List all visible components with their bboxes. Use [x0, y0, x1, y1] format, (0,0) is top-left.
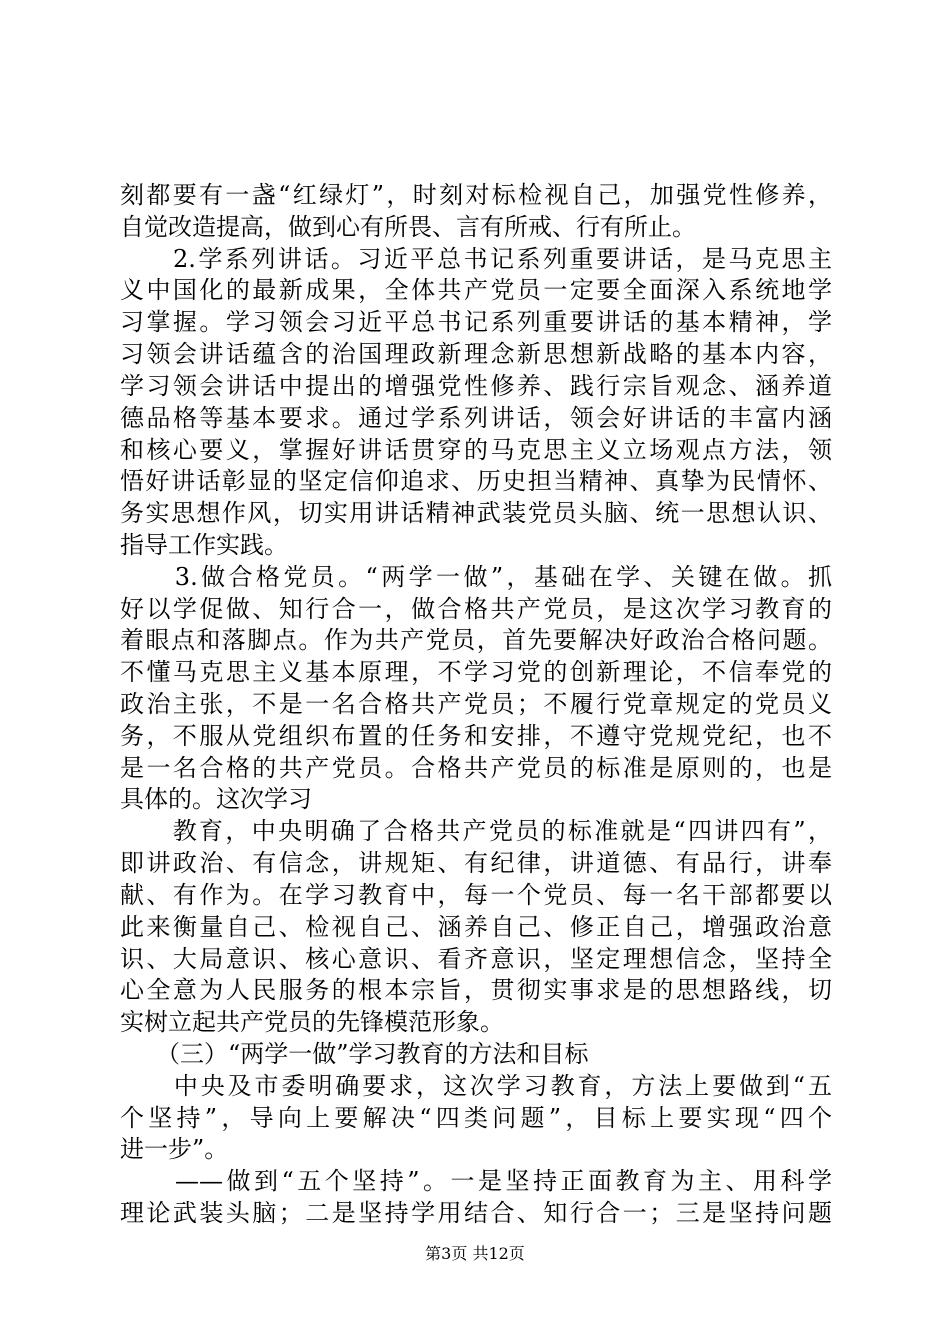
text-line-17: 政治主张，不是一名合格共产党员；不履行党章规定的党员义 [120, 690, 832, 718]
text-line-13: 3.做合格党员。“两学一做”，基础在学、关键在做。抓 [120, 563, 832, 591]
text-line-5: 习掌握。学习领会习近平总书记系列重要讲话的基本精神，学 [120, 308, 832, 336]
text-line-23: 献、有作为。在学习教育中，每一个党员、每一名干部都要以 [120, 881, 832, 909]
text-line-2: 自觉改造提高，做到心有所畏、言有所戒、行有所止。 [120, 213, 696, 241]
text-line-9: 和核心要义，掌握好讲话贯穿的马克思主义立场观点方法，领 [120, 436, 832, 464]
text-line-15: 着眼点和落脚点。作为共产党员，首先要解决好政治合格问题。 [120, 626, 832, 654]
text-line-28: （三）“两学一做”学习教育的方法和目标 [120, 1040, 589, 1068]
text-line-10: 悟好讲话彰显的坚定信仰追求、历史担当精神、真挚为民情怀、 [120, 467, 832, 495]
text-line-22: 即讲政治、有信念，讲规矩、有纪律，讲道德、有品行，讲奉 [120, 849, 832, 877]
text-line-30: 个坚持”，导向上要解决“四类问题”，目标上要实现“四个 [120, 1104, 832, 1132]
page-footer: 第3页 共12页 [425, 1244, 525, 1263]
text-line-12: 指导工作实践。 [120, 531, 288, 559]
text-line-6: 习领会讲话蕴含的治国理政新理念新思想新战略的基本内容， [120, 340, 832, 368]
text-line-7: 学习领会讲话中提出的增强党性修养、践行宗旨观念、涵养道 [120, 372, 832, 400]
text-line-20: 具体的。这次学习 [120, 785, 312, 813]
text-line-1: 刻都要有一盏“红绿灯”，时刻对标检视自己，加强党性修养， [120, 181, 832, 209]
text-line-4: 义中国化的最新成果，全体共产党员一定要全面深入系统地学 [120, 276, 832, 304]
text-line-21: 教育，中央明确了合格共产党员的标准就是“四讲四有”， [120, 817, 832, 845]
text-line-19: 是一名合格的共产党员。合格共产党员的标准是原则的，也是 [120, 754, 832, 782]
text-line-27: 实树立起共产党员的先锋模范形象。 [120, 1008, 504, 1036]
text-line-3: 2.学系列讲话。习近平总书记系列重要讲话，是马克思主 [120, 245, 832, 273]
text-line-32: ——做到“五个坚持”。一是坚持正面教育为主、用科学 [120, 1167, 832, 1195]
text-line-33: 理论武装头脑；二是坚持学用结合、知行合一；三是坚持问题 [120, 1199, 832, 1227]
text-line-16: 不懂马克思主义基本原理，不学习党的创新理论，不信奉党的 [120, 658, 832, 686]
text-line-31: 进一步”。 [120, 1135, 229, 1163]
text-line-14: 好以学促做、知行合一，做合格共产党员，是这次学习教育的 [120, 595, 832, 623]
text-line-26: 心全意为人民服务的根本宗旨，贯彻实事求是的思想路线，切 [120, 976, 832, 1004]
text-line-24: 此来衡量自己、检视自己、涵养自己、修正自己，增强政治意 [120, 913, 832, 941]
text-line-8: 德品格等基本要求。通过学系列讲话，领会好讲话的丰富内涵 [120, 404, 832, 432]
text-line-11: 务实思想作风，切实用讲话精神武装党员头脑、统一思想认识、 [120, 499, 832, 527]
text-line-25: 识、大局意识、核心意识、看齐意识，坚定理想信念，坚持全 [120, 945, 832, 973]
text-line-18: 务，不服从党组织布置的任务和安排，不遵守党规党纪，也不 [120, 722, 832, 750]
text-line-29: 中央及市委明确要求，这次学习教育，方法上要做到“五 [120, 1072, 832, 1100]
